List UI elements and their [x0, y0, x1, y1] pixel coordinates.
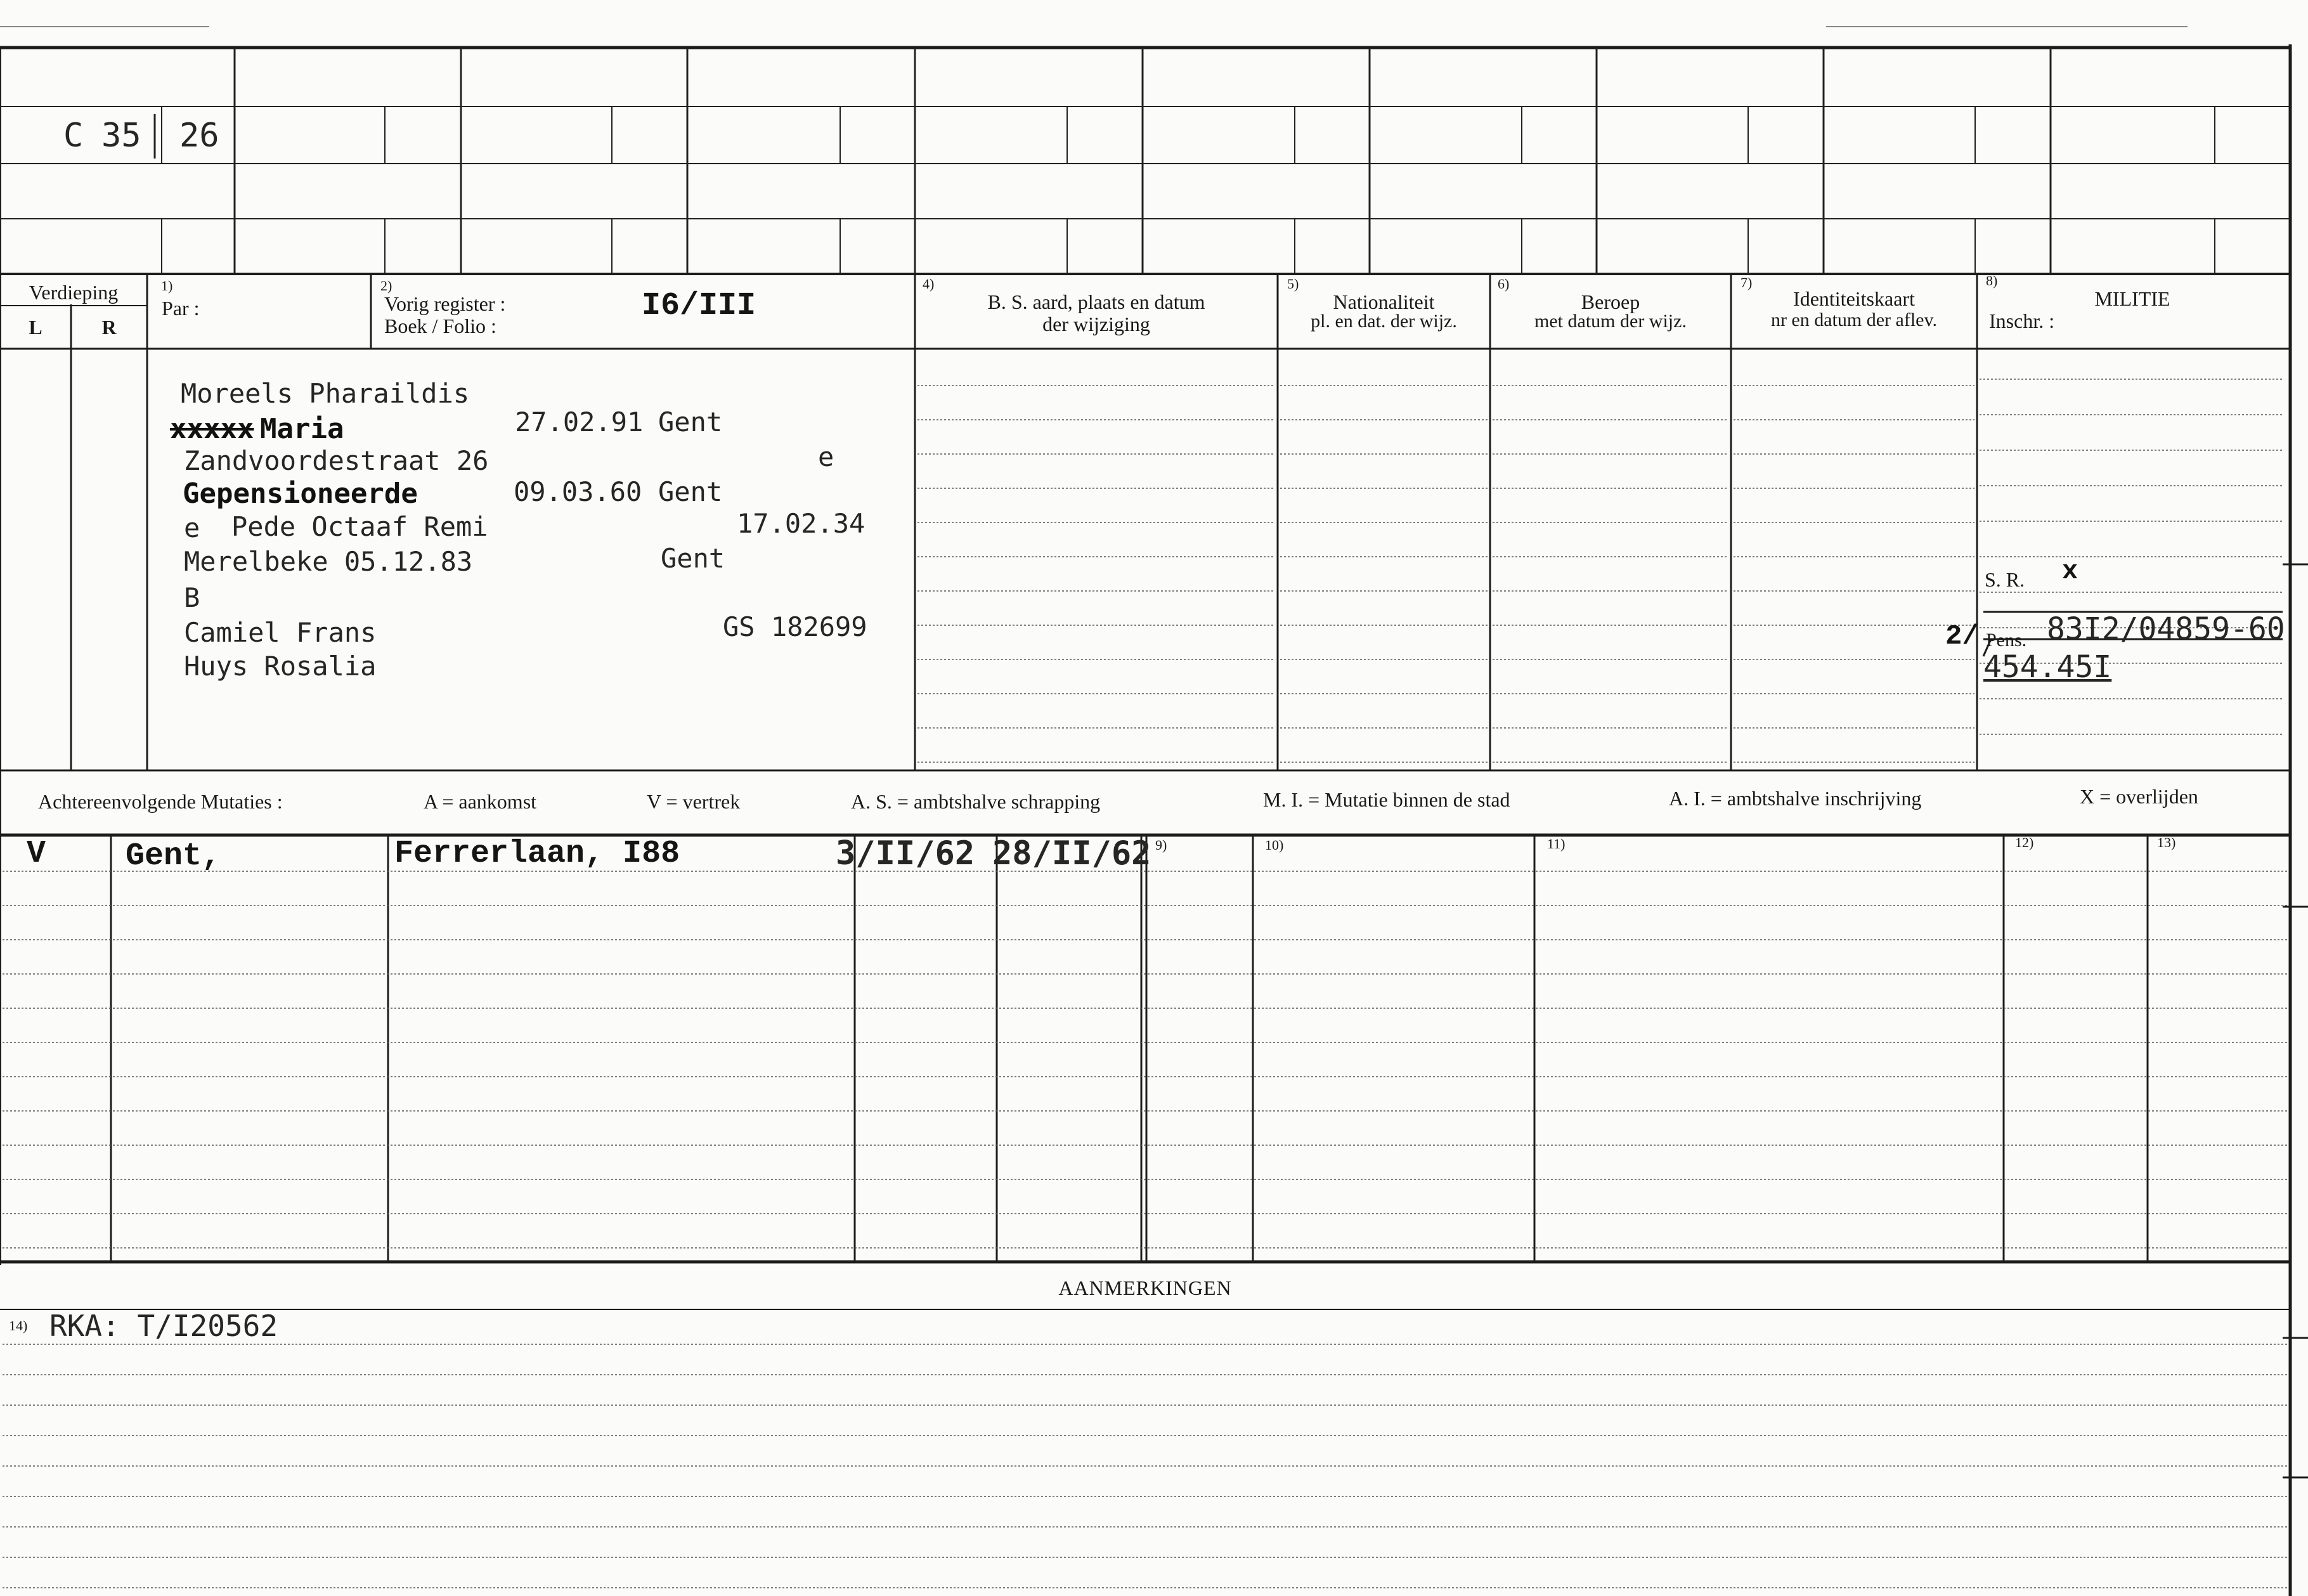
id-card-number: GS 182699: [723, 611, 867, 642]
beroep-sub-label: met datum der wijz.: [1534, 311, 1687, 332]
father-name: Camiel Frans: [184, 617, 377, 648]
vorig-register-value: I6/III: [642, 288, 756, 324]
col4-number: 4): [923, 276, 935, 292]
nationaliteit-sub-label: pl. en dat. der wijz.: [1311, 311, 1457, 332]
inschr-label: Inschr. :: [1989, 309, 2055, 332]
legend-a: A = aankomst: [424, 790, 537, 813]
legend-x: X = overlijden: [2080, 785, 2198, 808]
identiteitskaart-sub-label: nr en datum der aflev.: [1770, 309, 1938, 330]
person-given-name: Maria: [260, 413, 344, 445]
person-birth-date: 27.02.91: [515, 406, 644, 438]
mutation-date-1: 3/II/62: [836, 834, 975, 873]
spouse-birth: Merelbeke 05.12.83: [184, 546, 473, 577]
mutation-type: V: [27, 836, 46, 872]
legend-ai: A. I. = ambtshalve inschrijving: [1669, 787, 1922, 810]
legend-v: V = vertrek: [647, 790, 741, 813]
person-occupation: Gepensioneerde: [183, 477, 418, 510]
occupation-date: 09.03.60: [514, 476, 642, 507]
spouse-prefix: e: [184, 512, 200, 543]
col8-number: 8): [1986, 273, 1998, 289]
spouse-place: Gent: [661, 543, 725, 574]
code-35: 35: [101, 117, 141, 155]
mut-col11-number: 11): [1547, 836, 1566, 852]
bs-wijziging-label: der wijziging: [1042, 313, 1150, 335]
sr-label: S. R.: [1985, 568, 2025, 591]
col-r-label: R: [101, 316, 117, 339]
vorig-register-label: Vorig register :: [384, 292, 506, 315]
verdieping-label: Verdieping: [29, 281, 119, 304]
pens-number-2: 454.45I: [1983, 649, 2112, 685]
mother-name: Huys Rosalia: [184, 651, 377, 682]
col7-number: 7): [1741, 275, 1753, 290]
mutation-city: Gent,: [126, 838, 221, 874]
bs-aard-label: B. S. aard, plaats en datum: [987, 290, 1205, 313]
aanmerkingen-title: AANMERKINGEN: [1058, 1276, 1232, 1299]
person-birth-place: Gent: [658, 406, 723, 438]
col1-number: 1): [161, 278, 173, 294]
boek-folio-label: Boek / Folio :: [384, 315, 496, 337]
pens-label: Pens.: [1986, 630, 2027, 651]
mut-col10-number: 10): [1265, 837, 1284, 853]
legend-as: A. S. = ambtshalve schrapping: [851, 790, 1101, 813]
mutation-street: Ferrerlaan, I88: [394, 836, 680, 872]
beroep-label: Beroep: [1581, 290, 1640, 313]
pens-number: 83I2/04859-60: [2047, 611, 2285, 647]
nationaliteit-label: Nationaliteit: [1333, 290, 1435, 313]
person-surname: Moreels Pharaildis: [181, 378, 470, 409]
legend-title: Achtereenvolgende Mutaties :: [38, 790, 283, 813]
code-c: C: [63, 117, 84, 155]
identiteitskaart-label: Identiteitskaart: [1793, 287, 1915, 310]
militie-label: MILITIE: [2094, 287, 2170, 310]
remarks-text: RKA: T/I20562: [49, 1309, 278, 1343]
person-given-strike: xxxxx: [170, 413, 254, 445]
mutation-date-2: 28/II/62: [992, 834, 1151, 873]
mut-col12-number: 12): [2015, 834, 2034, 850]
remarks-number: 14): [9, 1318, 28, 1333]
mut-col9-number: 9): [1155, 837, 1167, 853]
mut-col13-number: 13): [2157, 834, 2176, 850]
spouse-name: Pede Octaaf Remi: [231, 511, 488, 542]
sr-value: x: [2062, 556, 2078, 587]
marker-e: e: [818, 441, 834, 472]
code-26: 26: [179, 117, 219, 155]
nationality-code: B: [184, 582, 200, 613]
occupation-place: Gent: [658, 476, 723, 507]
person-address: Zandvoordestraat 26: [184, 445, 489, 476]
col5-number: 5): [1287, 276, 1299, 292]
legend-mi: M. I. = Mutatie binnen de stad: [1263, 788, 1510, 811]
col-l-label: L: [29, 316, 42, 339]
pens-prefix: 2/: [1945, 621, 1979, 652]
col2-number: 2): [380, 278, 392, 294]
par-label: Par :: [162, 297, 200, 320]
col6-number: 6): [1498, 276, 1510, 292]
spouse-date: 17.02.34: [737, 508, 866, 539]
